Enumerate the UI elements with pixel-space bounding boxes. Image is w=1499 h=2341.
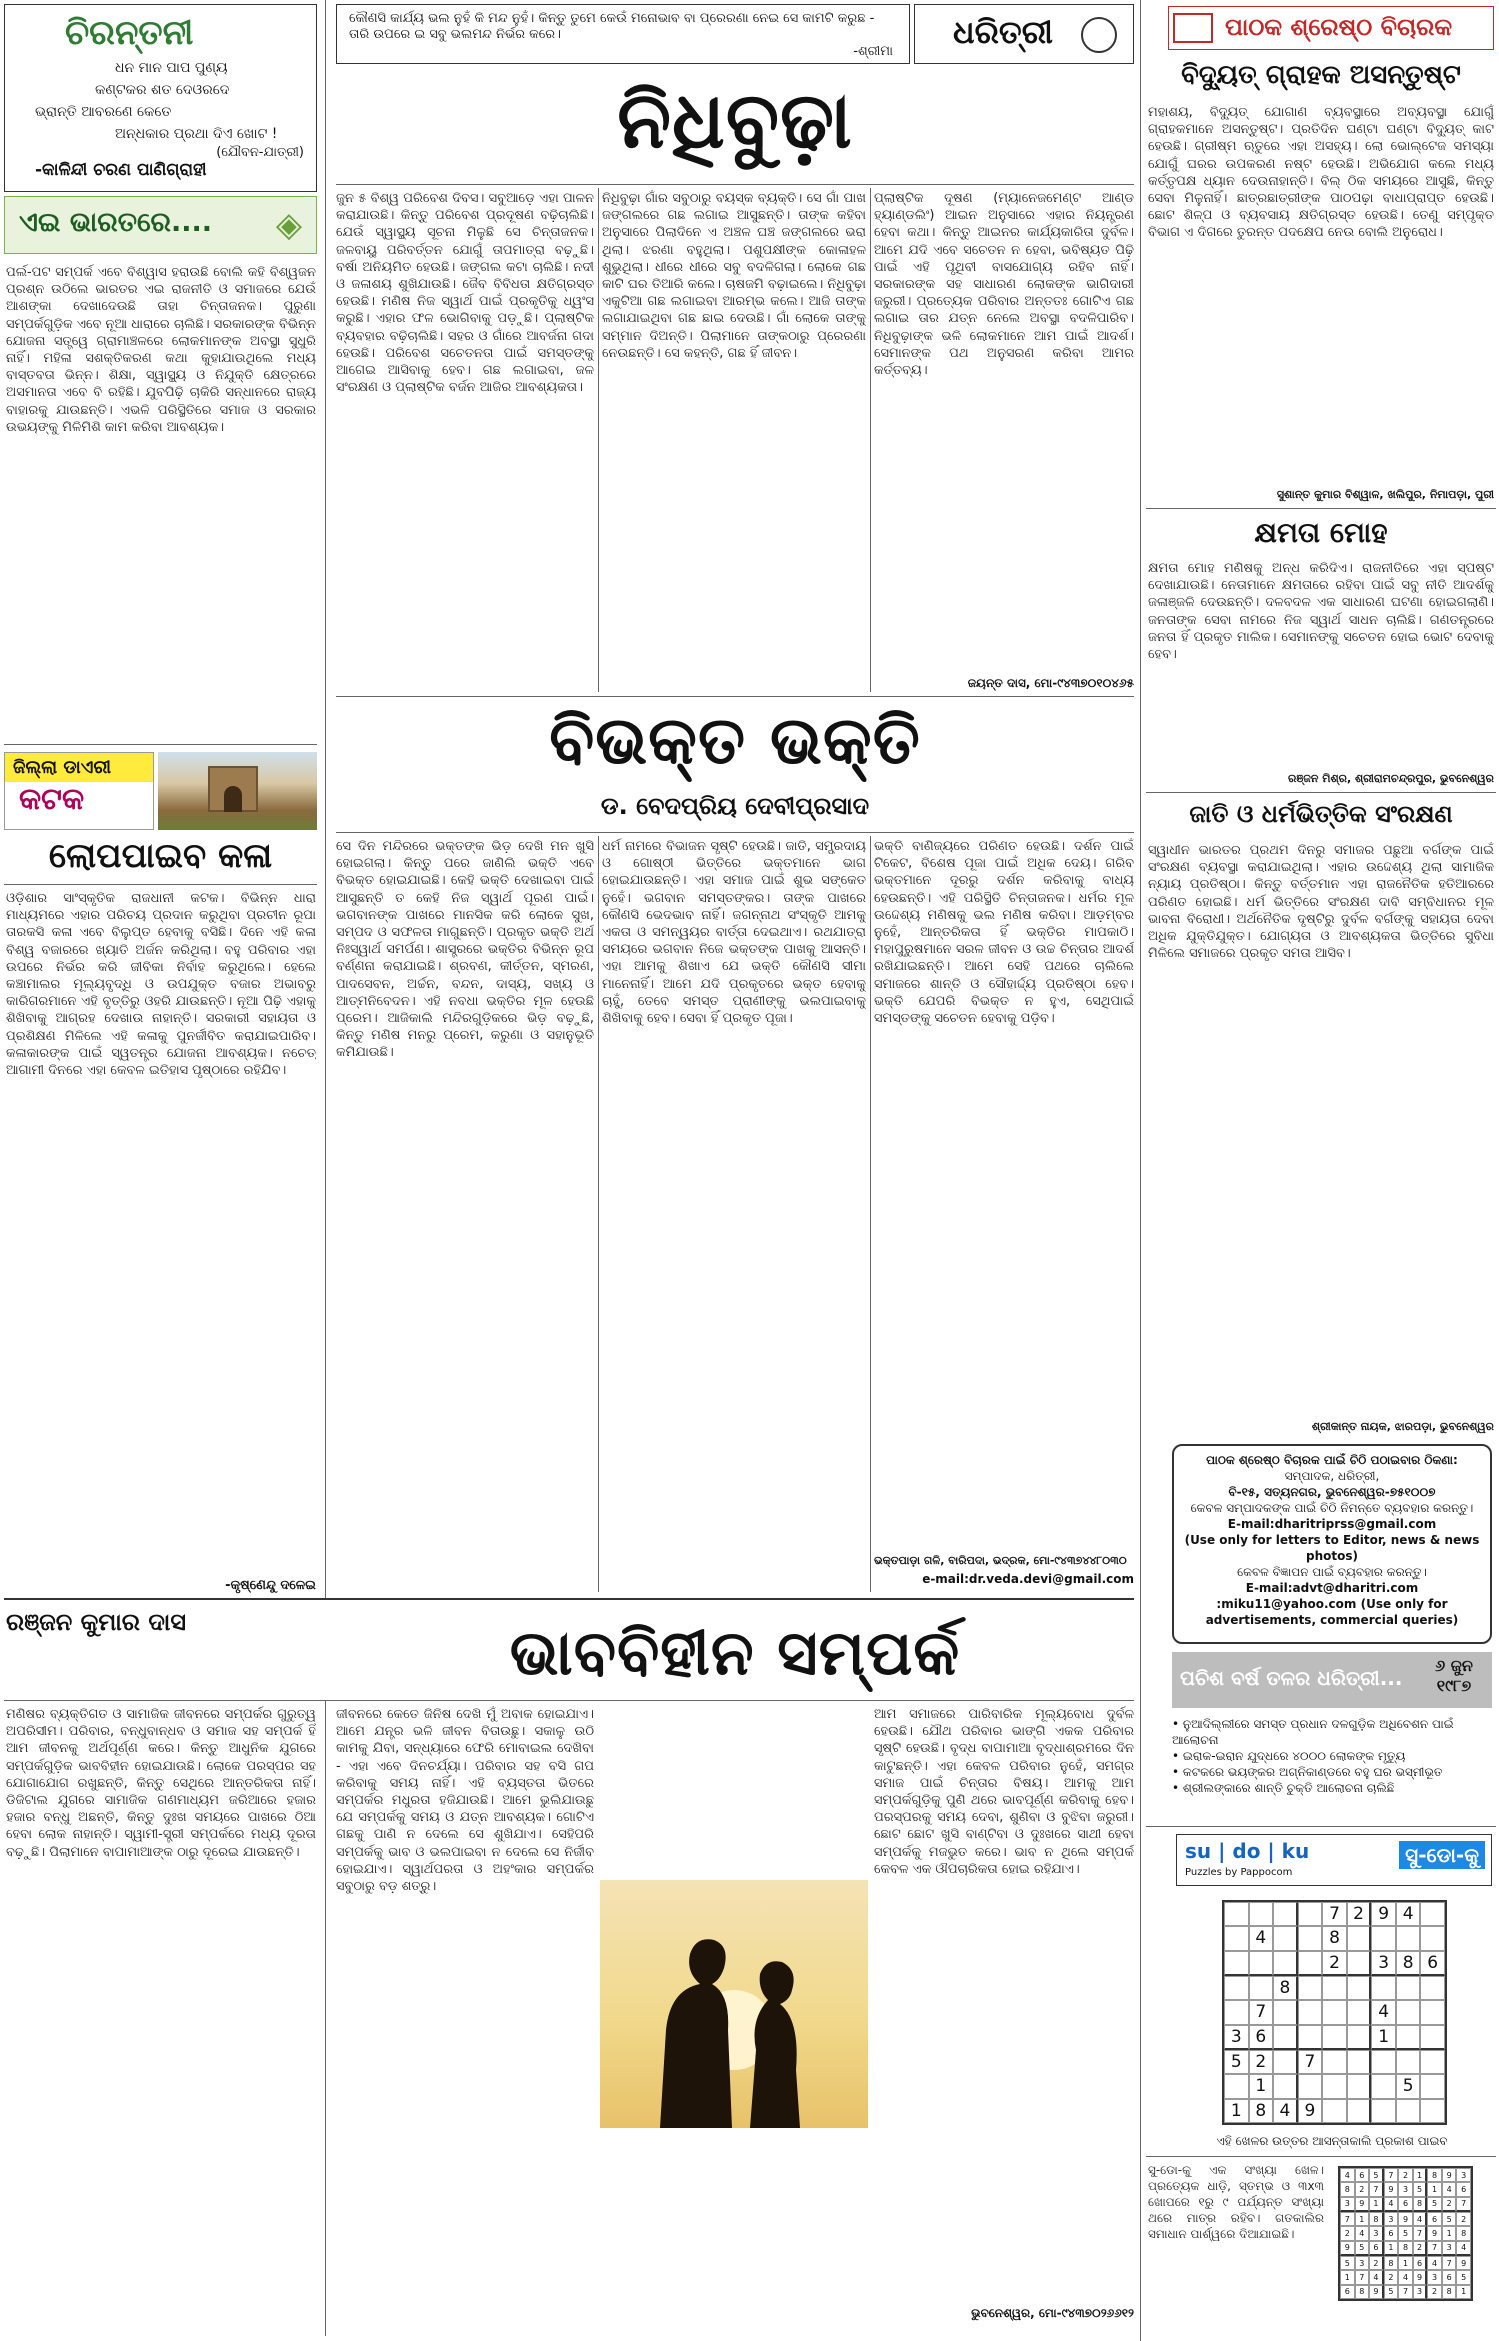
masthead-box: [914, 4, 1134, 64]
article3-signature: ଭୁବନେଶ୍ୱର, ମୋ-୯୪୩୭୦୨୬୬୧୨: [971, 2306, 1134, 2320]
district-diary-label: ଜିଲ୍ଲା ଡାଏରୀ କଟକ: [4, 752, 154, 830]
paper-name: ଧରିତ୍ରୀ: [953, 13, 1053, 51]
sudoku-cell: 5: [1396, 2074, 1421, 2098]
article2-col2: ଧର୍ମ ନାମରେ ବିଭାଜନ ସୃଷ୍ଟି ହେଉଛି। ଜାତି, ସମ୍ପ୍ରଦାୟ ଓ ଗୋଷ୍ଠୀ ଭିତ୍ତିରେ ଭକ୍ତମାନେ ଭାଗ ହୋଇଯାଉଛନ୍ତି। ଏହା ସମାଜ ପାଇଁ ଶୁଭ ସଙ୍କେତ ନୁହେଁ। ଭଗବାନ ସମସ୍ତଙ୍କର। ତାଙ୍କ ପାଖରେ କୌଣସି ଭେଦଭାବ ନାହିଁ। ଜଗନ୍ନାଥ ସଂସ୍କୃତି ଆମକୁ ଏକତା ଓ ସମନ୍ୱୟର ବାର୍ତ୍ତା ଦେଇଥାଏ। ରଥଯାତ୍ରା ସମୟରେ ଭଗବାନ ନିଜେ ଭକ୍ତଙ୍କ ପାଖକୁ ଆସନ୍ତି। ଏହା ଆମକୁ ଶିଖାଏ ଯେ ଭକ୍ତି କୌଣସି ସୀମା ମାନେନାହିଁ। ଆମେ ଯଦି ପ୍ରକୃତରେ ଭକ୍ତ ହେବାକୁ ଚାହୁଁ, ତେବେ ସମସ୍ତ ପ୍ରାଣୀଙ୍କୁ ଭଲପାଇବାକୁ ଶିଖିବାକୁ ହେବ। ସେବା ହିଁ ପ୍ରକୃତ ପୂଜା।: [602, 839, 866, 1027]
sudoku-cell: 5: [1340, 2256, 1355, 2270]
sudoku-cell[interactable]: [1347, 2099, 1372, 2123]
sudoku-cell: 9: [1398, 2212, 1413, 2226]
poem-title: ଚିରନ୍ତନୀ: [65, 13, 194, 53]
sudoku-cell: 4: [1413, 2212, 1428, 2226]
sudoku-cell: 5: [1442, 2212, 1457, 2226]
sudoku-cell[interactable]: [1273, 1951, 1298, 1976]
contact-box: [1172, 1444, 1492, 1644]
sudoku-cell: 8: [1413, 2197, 1428, 2212]
letter1-title: ବିଦ୍ୟୁତ୍ ଗ୍ରାହକ ଅସନ୍ତୁଷ୍ଟ: [1181, 60, 1461, 90]
sudoku-cell: 6: [1456, 2182, 1471, 2196]
poem-author: -କାଳିନ୍ଦୀ ଚରଣ ପାଣିଗ୍ରାହୀ: [35, 160, 207, 180]
sudoku-header: [1176, 1834, 1492, 1886]
contact-line-5: (Use only for letters to Editor, news & news photos): [1184, 1533, 1480, 1563]
sudoku-cell: 3: [1224, 2025, 1249, 2050]
sudoku-cell: 2: [1456, 2212, 1471, 2226]
sudoku-cell: 2: [1249, 2050, 1274, 2074]
sudoku-cell: 1: [1398, 2256, 1413, 2270]
sudoku-cell: 5: [1456, 2270, 1471, 2284]
sudoku-cell: 3: [1371, 1951, 1396, 1976]
sudoku-cell[interactable]: [1298, 2074, 1323, 2098]
archive-item: • ନୁଆଦିଲ୍ଲୀରେ ସମସ୍ତ ପ୍ରଧାନ ଦଳଗୁଡ଼ିକ ଅଧିବେଶନ ପାଇଁ ଆଲୋଚନା: [1172, 1717, 1454, 1747]
sudoku-cell: 8: [1249, 2099, 1274, 2123]
letter3-signature: ଶ୍ରୀକାନ୍ତ ନାୟକ, ଝାରପଡ଼ା, ଭୁବନେଶ୍ୱର: [1311, 1420, 1494, 1433]
sudoku-cell[interactable]: [1298, 1902, 1323, 1926]
sudoku-cell: 2: [1369, 2256, 1384, 2270]
sudoku-cell[interactable]: [1298, 1976, 1323, 2000]
sudoku-cell: 5: [1427, 2197, 1442, 2212]
sudoku-cell: 7: [1340, 2212, 1355, 2226]
sudoku-cell: 5: [1398, 2226, 1413, 2240]
sudoku-cell[interactable]: [1224, 1926, 1249, 1950]
contact-line-6: କେବଳ ବିଜ୍ଞାପନ ପାଇଁ ବ୍ୟବହାର କରନ୍ତୁ।: [1237, 1565, 1427, 1579]
sudoku-cell[interactable]: [1347, 2074, 1372, 2098]
poem-box: [4, 4, 317, 192]
letter3-text: ସ୍ୱାଧୀନ ଭାରତର ପ୍ରଥମ ଦିନରୁ ସମାଜର ପଛୁଆ ବର୍ଗଙ୍କ ପାଇଁ ସଂରକ୍ଷଣ ବ୍ୟବସ୍ଥା କରାଯାଇଥିଲା। ଏହାର ଉଦ୍ଦେଶ୍ୟ ଥିଲା ସାମାଜିକ ନ୍ୟାୟ ପ୍ରତିଷ୍ଠା। କିନ୍ତୁ ବର୍ତ୍ତମାନ ଏହା ରାଜନୈତିକ ହତିଆରରେ ପରିଣତ ହୋଇଛି। ଧର୍ମ ଭିତ୍ତିରେ ସଂରକ୍ଷଣ ଦାବି ସମ୍ବିଧାନର ମୂଳ ଭାବନା ବିରୋଧୀ। ଅର୍ଥନୈତିକ ଦୃଷ୍ଟିରୁ ଦୁର୍ବଳ ବର୍ଗଙ୍କୁ ସହାୟତା ଦେବା ଅଧିକ ଯୁକ୍ତିଯୁକ୍ତ। ଯୋଗ୍ୟତା ଓ ଆବଶ୍ୟକତା ଭିତ୍ତିରେ ସୁବିଧା ମିଳିଲେ ସମାଜରେ ପ୍ରକୃତ ସମତା ଆସିବ।: [1148, 843, 1494, 962]
sudoku-cell: 8: [1427, 2168, 1442, 2182]
sudoku-cell: 5: [1369, 2168, 1384, 2182]
sudoku-cell[interactable]: [1224, 2074, 1249, 2098]
sudoku-cell: 7: [1322, 1902, 1347, 1926]
sudoku-cell: 8: [1340, 2182, 1355, 2196]
sudoku-cell[interactable]: [1420, 2050, 1445, 2074]
sudoku-cell[interactable]: [1322, 2050, 1347, 2074]
sudoku-cell: 5: [1224, 2050, 1249, 2074]
sudoku-cell[interactable]: [1322, 2025, 1347, 2050]
letter2-signature: ରଞ୍ଜନ ମିଶ୍ର, ଶ୍ରୀରାମଚନ୍ଦ୍ରପୁର, ଭୁବନେଶ୍ୱର: [1288, 772, 1494, 785]
sudoku-cell: 7: [1413, 2226, 1428, 2240]
sudoku-cell: 3: [1369, 2226, 1384, 2240]
sudoku-logo: su | do | ku: [1185, 1839, 1310, 1863]
sudoku-cell[interactable]: [1347, 1951, 1372, 1976]
sudoku-cell: 6: [1398, 2197, 1413, 2212]
section1-text: ପର୍ଲ-ପଟ ସମ୍ପର୍କ ଏବେ ବିଶ୍ୱାସ ହରାଉଛି ବୋଲି କହି ବିଶ୍ୱଜନ ପ୍ରଶ୍ନ ଉଠିଲେ ଭାରତର ଏଇ ରାଜନୀତି ଓ ସମାଜରେ ଯେଉଁ ଆଶଙ୍କା ଦେଖାଦେଉଛି ତାହା ଚିନ୍ତାଜନକ। ପୁରୁଣା ସମ୍ପର୍କଗୁଡ଼ିକ ଏବେ ନୂଆ ଧାରାରେ ଚାଲିଛି। ସରକାରଙ୍କ ବିଭିନ୍ନ ଯୋଜନା ସତ୍ତ୍ୱେ ଗ୍ରାମାଞ୍ଚଳରେ ଲୋକମାନଙ୍କ ଅବସ୍ଥା ସୁଧୁରି ନାହିଁ। ମହିଳା ସଶକ୍ତିକରଣ କଥା କୁହାଯାଉଥିଲେ ମଧ୍ୟ ବାସ୍ତବତା ଭିନ୍ନ। ଶିକ୍ଷା, ସ୍ୱାସ୍ଥ୍ୟ ଓ ନିଯୁକ୍ତି କ୍ଷେତ୍ରରେ ଅସମାନତା ଏବେ ବି ରହିଛି। ଯୁବପିଢ଼ି ଚାକିରି ସନ୍ଧାନରେ ରାଜ୍ୟ ବାହାରକୁ ଯାଉଛନ୍ତି। ଏଭଳି ପରିସ୍ଥିତିରେ ସମାଜ ଓ ସରକାର ଉଭୟଙ୍କୁ ମିଳିମିଶି କାମ କରିବା ଆବଶ୍ୟକ।: [6, 265, 316, 435]
sudoku-cell[interactable]: [1273, 2000, 1298, 2024]
letter3-title: ଜାତି ଓ ଧର୍ମଭିତ୍ତିକ ସଂରକ୍ଷଣ: [1189, 800, 1453, 828]
man-silhouette: [660, 1939, 732, 2128]
sudoku-cell: 8: [1273, 1976, 1298, 2000]
sudoku-cell: 7: [1298, 2050, 1323, 2074]
sudoku-cell: 1: [1427, 2182, 1442, 2196]
sudoku-cell[interactable]: [1322, 2000, 1347, 2024]
sudoku-cell: 1: [1456, 2285, 1471, 2299]
sudoku-cell[interactable]: [1347, 2050, 1372, 2074]
article2-col1: ସେ ଦିନ ମନ୍ଦିରରେ ଭକ୍ତଙ୍କ ଭିଡ଼ ଦେଖି ମନ ଖୁସି ହୋଇଗଲା। କିନ୍ତୁ ପରେ ଜାଣିଲି ଭକ୍ତି ଏବେ ବିଭକ୍ତ ହୋଇଯାଇଛି। କେହି ଭକ୍ତି ଦେଖାଇବା ପାଇଁ ଆସୁଛନ୍ତି ତ କେହି ନିଜ ସ୍ୱାର୍ଥ ପୂରଣ ପାଇଁ। ଭଗବାନଙ୍କ ପାଖରେ ମାନସିକ କରି ଲୋକେ ସୁଖ, ସମ୍ପଦ ଓ ସଫଳତା ମାଗୁଛନ୍ତି। ପ୍ରକୃତ ଭକ୍ତି ଅର୍ଥ ନିଃସ୍ୱାର୍ଥ ସମର୍ପଣ। ଶାସ୍ତ୍ରରେ ଭକ୍ତିର ବିଭିନ୍ନ ରୂପ ବର୍ଣ୍ଣନା କରାଯାଇଛି। ଶ୍ରବଣ, କୀର୍ତ୍ତନ, ସ୍ମରଣ, ପାଦସେବନ, ଅର୍ଚ୍ଚନ, ବନ୍ଦନ, ଦାସ୍ୟ, ସଖ୍ୟ ଓ ଆତ୍ମନିବେଦନ। ଏହି ନବଧା ଭକ୍ତିର ମୂଳ ହେଉଛି ପ୍ରେମ। ଆଜିକାଲି ମନ୍ଦିରଗୁଡ଼ିକରେ ଭିଡ଼ ବଢ଼ୁଛି, କିନ୍ତୁ ମଣିଷ ମନରୁ ପ୍ରେମ, କରୁଣା ଓ ସହାନୁଭୂତି କମିଯାଉଛି।: [336, 839, 594, 1061]
sudoku-cell[interactable]: [1371, 2074, 1396, 2098]
poem-line-1: ଧନ ମାନ ପାପ ପୁଣ୍ୟ: [115, 60, 228, 76]
sudoku-cell: 6: [1340, 2285, 1355, 2299]
article3-title: ଭାବବିହୀନ ସମ୍ପର୍କ: [509, 1616, 961, 1689]
sudoku-cell: 9: [1371, 1902, 1396, 1926]
section-banner: [4, 196, 317, 254]
sudoku-cell: 6: [1442, 2270, 1457, 2284]
sudoku-cell: 7: [1384, 2168, 1399, 2182]
woman-silhouette: [750, 1961, 800, 2128]
sudoku-cell: 7: [1355, 2270, 1370, 2284]
sudoku-cell: 1: [1369, 2197, 1384, 2212]
sudoku-cell[interactable]: [1420, 2000, 1445, 2024]
sudoku-cell[interactable]: [1298, 2025, 1323, 2050]
sudoku-cell[interactable]: [1420, 2099, 1445, 2123]
sudoku-cell: 4: [1369, 2270, 1384, 2284]
article3-col1: ମଣିଷର ବ୍ୟକ୍ତିଗତ ଓ ସାମାଜିକ ଜୀବନରେ ସମ୍ପର୍କର ଗୁରୁତ୍ୱ ଅପରିସୀମ। ପରିବାର, ବନ୍ଧୁବାନ୍ଧବ ଓ ସମାଜ ସହ ସମ୍ପର୍କ ହିଁ ଆମ ଜୀବନକୁ ଅର୍ଥପୂର୍ଣ୍ଣ କରେ। କିନ୍ତୁ ଆଧୁନିକ ଯୁଗରେ ସମ୍ପର୍କଗୁଡ଼ିକ ଭାବବିହୀନ ହୋଇଯାଉଛି। ଲୋକେ ପରସ୍ପର ସହ ଯୋଗାଯୋଗ ରଖୁଛନ୍ତି, କିନ୍ତୁ ସେଥିରେ ଆନ୍ତରିକତା ନାହିଁ। ଡିଜିଟାଲ ଯୁଗରେ ସାମାଜିକ ଗଣମାଧ୍ୟମ ଜରିଆରେ ହଜାର ହଜାର ବନ୍ଧୁ ଅଛନ୍ତି, କିନ୍ତୁ ଦୁଃଖ ସମୟରେ ପାଖରେ ଠିଆ ହେବା ଲୋକ ନାହାନ୍ତି। ସ୍ୱାମୀ-ସ୍ତ୍ରୀ ସମ୍ପର୍କରେ ମଧ୍ୟ ଦୂରତା ବଢ଼ୁଛି। ପିଲାମାନେ ବାପାମାଆଙ୍କ ଠାରୁ ଦୂରେଇ ଯାଉଛନ୍ତି।: [6, 1707, 316, 1860]
archive-list: [1172, 1716, 1492, 1796]
sudoku-cell: 4: [1371, 2000, 1396, 2024]
sudoku-cell: 7: [1249, 2000, 1274, 2024]
sudoku-cell: 7: [1456, 2197, 1471, 2212]
sudoku-cell: 4: [1427, 2256, 1442, 2270]
article1-col3: ପ୍ଲାଷ୍ଟିକ ଦୂଷଣ (ମ୍ୟାନେଜମେଣ୍ଟ ଆଣ୍ଡ ହ୍ୟାଣ୍ଡଲିଂ) ଆଇନ ଅନୁସାରେ ଏହାର ନିୟନ୍ତ୍ରଣ ହେବା କଥା। କିନ୍ତୁ ଆଇନର କାର୍ଯ୍ୟକାରିତା ଦୁର୍ବଳ। ଆମେ ଯଦି ଏବେ ସଚେତନ ନ ହେବା, ଭବିଷ୍ୟତ ପିଢ଼ି ପାଇଁ ଏହି ପୃଥିବୀ ବାସଯୋଗ୍ୟ ରହିବ ନାହିଁ। ସରକାରଙ୍କ ସହ ସାଧାରଣ ଲୋକଙ୍କ ଭାଗିଦାରୀ ଜରୁରୀ। ପ୍ରତ୍ୟେକ ପରିବାର ଅନ୍ତତଃ ଗୋଟିଏ ଗଛ ଲଗାଇ ତାର ଯତ୍ନ ନେଲେ ଅବସ୍ଥା ବଦଳିପାରିବ। ନିଧିବୁଢ଼ାଙ୍କ ଭଳି ଲୋକମାନେ ଆମ ପାଇଁ ଆଦର୍ଶ। ସେମାନଙ୍କ ପଥ ଅନୁସରଣ କରିବା ଆମର କର୍ତ୍ତବ୍ୟ।: [874, 191, 1134, 379]
sudoku-cell[interactable]: [1273, 2050, 1298, 2074]
sudoku-cell[interactable]: [1298, 2000, 1323, 2024]
poem-line-4: ଅନ୍ଧକାର ପ୍ରଥା ଦିଏ ଖୋଟ !: [115, 126, 278, 142]
article2-col3: ଭକ୍ତି ବାଣିଜ୍ୟରେ ପରିଣତ ହେଉଛି। ଦର୍ଶନ ପାଇଁ ଟିକେଟ, ବିଶେଷ ପୂଜା ପାଇଁ ଅଧିକ ଦେୟ। ଗରିବ ଭକ୍ତମାନେ ଦୂରରୁ ଦର୍ଶନ କରିବାକୁ ବାଧ୍ୟ ହେଉଛନ୍ତି। ଏହି ପରିସ୍ଥିତି ଚିନ୍ତାଜନକ। ଧର୍ମର ମୂଳ ଉଦ୍ଦେଶ୍ୟ ମଣିଷକୁ ଭଲ ମଣିଷ କରିବା। ଆଡ଼ମ୍ବର ନୁହେଁ, ଆନ୍ତରିକତା ହିଁ ଭକ୍ତିର ମାପକାଠି। ମହାପୁରୁଷମାନେ ସରଳ ଜୀବନ ଓ ଉଚ୍ଚ ଚିନ୍ତାର ଆଦର୍ଶ ରଖିଯାଇଛନ୍ତି। ଆମେ ସେହି ପଥରେ ଚାଲିଲେ ସମାଜରେ ଶାନ୍ତି ଓ ସୌହାର୍ଦ୍ଦ୍ୟ ପ୍ରତିଷ୍ଠା ହେବ। ଭକ୍ତି ଯେପରି ବିଭକ୍ତ ନ ହୁଏ, ସେଥିପାଇଁ ସମସ୍ତଙ୍କୁ ସଚେତନ ହେବାକୁ ପଡ଼ିବ।: [874, 839, 1134, 1027]
sudoku-cell: 6: [1384, 2226, 1399, 2240]
section1-title: ଏଇ ଭାରତରେ....: [19, 207, 212, 238]
poem-source: (ଯୌବନ-ଯାତ୍ରୀ): [216, 145, 304, 160]
sudoku-cell: 2: [1322, 1951, 1347, 1976]
sudoku-cell: 1: [1340, 2270, 1355, 2284]
sudoku-cell[interactable]: [1396, 1926, 1421, 1950]
reader-section-banner: [1168, 6, 1494, 50]
sudoku-cell[interactable]: [1322, 2099, 1347, 2123]
sudoku-cell: 2: [1384, 2270, 1399, 2284]
chakra-logo-icon: [1081, 17, 1117, 53]
sudoku-cell: 9: [1369, 2285, 1384, 2299]
sudoku-cell: 6: [1355, 2168, 1370, 2182]
quote-author: -ଶ୍ରୀମା: [853, 44, 893, 59]
sudoku-cell: 7: [1398, 2285, 1413, 2299]
sudoku-cell: 1: [1355, 2212, 1370, 2226]
section3-signature: -କୃଷ୍ଣେନ୍ଦୁ ଦଳେଇ: [225, 1578, 316, 1593]
sudoku-cell: 8: [1355, 2285, 1370, 2299]
sudoku-cell: 1: [1442, 2226, 1457, 2240]
sudoku-cell[interactable]: [1371, 1976, 1396, 2000]
sudoku-cell: 4: [1398, 2270, 1413, 2284]
sudoku-cell[interactable]: [1347, 1976, 1372, 2000]
sudoku-cell[interactable]: [1273, 1902, 1298, 1926]
sudoku-cell[interactable]: [1298, 1951, 1323, 1976]
sudoku-cell[interactable]: [1396, 2025, 1421, 2050]
sudoku-cell[interactable]: [1347, 1926, 1372, 1950]
sudoku-cell: 4: [1384, 2197, 1399, 2212]
sudoku-cell: 2: [1442, 2197, 1457, 2212]
sudoku-cell: 8: [1398, 2241, 1413, 2256]
sudoku-cell: 9: [1298, 2099, 1323, 2123]
section3-text: ଓଡ଼ିଶାର ସାଂସ୍କୃତିକ ରାଜଧାନୀ କଟକ। ବିଭିନ୍ନ ଧାରା ମାଧ୍ୟମରେ ଏହାର ପରିଚୟ ପ୍ରଦାନ କରୁଥିବା ପ୍ରଚୀନ ରୂପା ତାରକସି କଳା ଏବେ ବିଲୁପ୍ତ ହେବାକୁ ବସିଛି। ଦିନେ ଏହି କଳା ବିଶ୍ୱ ବଜାରରେ ଖ୍ୟାତି ଅର୍ଜନ କରିଥିଲା। ବହୁ ପରିବାର ଏହା ଉପରେ ନିର୍ଭର କରି ଜୀବିକା ନିର୍ବାହ କରୁଥିଲେ। ହେଲେ କଞ୍ଚାମାଲର ମୂଲ୍ୟବୃଦ୍ଧି ଓ ଉପଯୁକ୍ତ ବଜାର ଅଭାବରୁ କାରିଗରମାନେ ଏହି ବୃତ୍ତିରୁ ଓହରି ଯାଉଛନ୍ତି। ନୂଆ ପିଢ଼ି ଏହାକୁ ଶିଖିବାକୁ ଆଗ୍ରହ ଦେଖାଉ ନାହାନ୍ତି। ସରକାରୀ ସହାୟତା ଓ ପ୍ରଶିକ୍ଷଣ ମିଳିଲେ ଏହି କଳାକୁ ପୁନର୍ଜୀବିତ କରାଯାଇପାରିବ। କଳାକାରଙ୍କ ପାଇଁ ସ୍ୱତନ୍ତ୍ର ଯୋଜନା ଆବଶ୍ୟକ। ନଚେତ୍ ଆଗାମୀ ଦିନରେ ଏହା କେବଳ ଇତିହାସ ପୃଷ୍ଠାରେ ରହିଯିବ।: [6, 891, 316, 1079]
article1-col1: ଜୁନ ୫ ବିଶ୍ୱ ପରିବେଶ ଦିବସ। ସବୁଆଡ଼େ ଏହା ପାଳନ କରାଯାଉଛି। କିନ୍ତୁ ପରିବେଶ ପ୍ରଦୂଷଣ ବଢ଼ିଚାଲିଛି। ଯେଉଁ ସ୍ୱାସ୍ଥ୍ୟ ସୂଚନା ମିଳୁଛି ସେ ଚିନ୍ତାଜନକ। ଜଳବାୟୁ ପରିବର୍ତ୍ତନ ଯୋଗୁଁ ତାପମାତ୍ରା ବଢ଼ୁଛି। ବର୍ଷା ଅନିୟମିତ ହେଉଛି। ଜଙ୍ଗଲ କଟା ଚାଲିଛି। ନଦୀ ଓ ଜଳାଶୟ ଶୁଖିଯାଉଛି। ଜୈବ ବିବିଧତା କ୍ଷତିଗ୍ରସ୍ତ ହେଉଛି। ମଣିଷ ନିଜ ସ୍ୱାର୍ଥ ପାଇଁ ପ୍ରକୃତିକୁ ଧ୍ୱଂସ କରୁଛି। ଏହାର ଫଳ ଭୋଗିବାକୁ ପଡ଼ୁଛି। ପ୍ଲାଷ୍ଟିକ ବ୍ୟବହାର ବଢ଼ିଚାଲିଛି। ସହର ଓ ଗାଁରେ ଆବର୍ଜନା ଗଦା ହେଉଛି। ପରିବେଶ ସଚେତନତା ପାଇଁ ସମସ୍ତଙ୍କୁ ଆଗେଇ ଆସିବାକୁ ହେବ। ଗଛ ଲଗାଇବା, ଜଳ ସଂରକ୍ଷଣ ଓ ପ୍ଲାଷ୍ଟିକ ବର୍ଜନ ଆଜିର ଆବଶ୍ୟକତା।: [336, 191, 594, 396]
sudoku-cell: 6: [1369, 2241, 1384, 2256]
archive-item: • ଇରାକ-ଇରାନ ଯୁଦ୍ଧରେ ୪୦୦୦ ଲୋକଙ୍କ ମୃତ୍ୟୁ: [1172, 1749, 1406, 1763]
sudoku-cell: 1: [1249, 2074, 1274, 2098]
sudoku-cell: 8: [1384, 2256, 1399, 2270]
sudoku-cell[interactable]: [1396, 1976, 1421, 2000]
sudoku-cell[interactable]: [1249, 1951, 1274, 1976]
article3-col2: ଜୀବନରେ କେତେ ଜିନିଷ ଦେଖି ମୁଁ ଅବାକ ହୋଇଯାଏ। ଆମେ ଯନ୍ତ୍ର ଭଳି ଜୀବନ ବିତାଉଛୁ। ସକାଳୁ ଉଠି କାମକୁ ଯିବା, ସନ୍ଧ୍ୟାରେ ଫେରି ମୋବାଇଲ ଦେଖିବା - ଏହା ଏବେ ଦିନଚର୍ଯ୍ୟା। ପରିବାର ସହ ବସି ଗପ କରିବାକୁ ସମୟ ନାହିଁ। ଏହି ବ୍ୟସ୍ତତା ଭିତରେ ସମ୍ପର୍କର ମଧୁରତା ହଜିଯାଉଛି। ଆମେ ଭୁଲିଯାଉଛୁ ଯେ ସମ୍ପର୍କକୁ ସମୟ ଓ ଯତ୍ନ ଆବଶ୍ୟକ। ଗୋଟିଏ ଗଛକୁ ପାଣି ନ ଦେଲେ ସେ ଶୁଖିଯାଏ। ସେହିପରି ସମ୍ପର୍କକୁ ଭାବ ଓ ଭଲପାଇବା ନ ଦେଲେ ସେ ନିର୍ଜୀବ ହୋଇଯାଏ। ସ୍ୱାର୍ଥପରତା ଓ ଅହଂକାର ସମ୍ପର୍କର ସବୁଠାରୁ ବଡ଼ ଶତ୍ରୁ।: [336, 1707, 594, 1895]
sudoku-cell: 6: [1427, 2212, 1442, 2226]
sudoku-cell: 5: [1355, 2241, 1370, 2256]
sudoku-cell: 4: [1456, 2241, 1471, 2256]
sudoku-cell: 1: [1413, 2168, 1428, 2182]
article1-title: ନିଧିବୁଢ଼ା: [617, 76, 853, 166]
sudoku-cell[interactable]: [1273, 1926, 1298, 1950]
sudoku-cell: 4: [1340, 2168, 1355, 2182]
sudoku-cell: 3: [1442, 2241, 1457, 2256]
sudoku-cell: 3: [1413, 2285, 1428, 2299]
sudoku-cell: 3: [1384, 2212, 1399, 2226]
letter2-text: କ୍ଷମତା ମୋହ ମଣିଷକୁ ଅନ୍ଧ କରିଦିଏ। ରାଜନୀତିରେ ଏହା ସ୍ପଷ୍ଟ ଦେଖାଯାଉଛି। ନେତାମାନେ କ୍ଷମତାରେ ରହିବା ପାଇଁ ସବୁ ନୀତି ଆଦର୍ଶକୁ ଜଳାଞ୍ଜଳି ଦେଉଛନ୍ତି। ଦଳବଦଳ ଏକ ସାଧାରଣ ଘଟଣା ହୋଇଗଲାଣି। ଜନତାଙ୍କ ସେବା ନାମରେ ନିଜ ସ୍ୱାର୍ଥ ସାଧନ ଚାଲିଛି। ଗଣତନ୍ତ୍ରରେ ଜନତା ହିଁ ପ୍ରକୃତ ମାଲିକ। ସେମାନଙ୍କୁ ସଚେତନ ହୋଇ ଭୋଟ ଦେବାକୁ ହେବ।: [1148, 561, 1494, 663]
letter2-title: କ୍ଷମତା ମୋହ: [1254, 516, 1388, 549]
article2-email[interactable]: e-mail:dr.veda.devi@gmail.com: [922, 1572, 1134, 1586]
sudoku-cell: 9: [1413, 2270, 1428, 2284]
sudoku-cell[interactable]: [1371, 2050, 1396, 2074]
sudoku-cell: 3: [1456, 2168, 1471, 2182]
article2-address: ଭକ୍ତପାଡ଼ା ଗଳି, ବାରିପଦା, ଭଦ୍ରକ, ମୋ-୯୪୩୭୪୪୮୦୩୦: [874, 1554, 1127, 1567]
sudoku-cell: 4: [1273, 2099, 1298, 2123]
sudoku-cell: 9: [1456, 2256, 1471, 2270]
archive-banner: [1172, 1652, 1492, 1708]
section3-title: ଲୋପପାଇବ କଳା: [48, 836, 273, 876]
couple-silhouette-photo: [600, 1880, 868, 2128]
sudoku-solution-grid: [1338, 2166, 1473, 2301]
article1-signature: ଜୟନ୍ତ ଦାସ, ମୋ-୯୪୩୭୦୧୦୪୬୫: [967, 676, 1134, 690]
sudoku-cell: 4: [1355, 2226, 1370, 2240]
sudoku-cell[interactable]: [1273, 2025, 1298, 2050]
sudoku-cell: 4: [1396, 1902, 1421, 1926]
sudoku-grid: [1222, 1900, 1447, 2125]
sudoku-cell: 9: [1340, 2241, 1355, 2256]
sudoku-cell[interactable]: [1347, 2000, 1372, 2024]
sudoku-cell: 2: [1398, 2168, 1413, 2182]
quote-box: [336, 4, 910, 64]
sudoku-cell: 5: [1384, 2285, 1399, 2299]
sudoku-cell: 9: [1355, 2197, 1370, 2212]
contact-intro: ପାଠକ ଶ୍ରେଷ୍ଠ ବିଚାରକ ପାଇଁ ଚିଠି ପଠାଇବାର ଠିକଣା:: [1206, 1453, 1458, 1467]
sudoku-cell[interactable]: [1224, 1951, 1249, 1976]
district-photo: [158, 752, 317, 830]
sudoku-cell: 2: [1355, 2182, 1370, 2196]
article3-byline: ରଞ୍ଜନ କୁମାର ଦାସ: [6, 1608, 186, 1636]
sudoku-cell: 6: [1249, 2025, 1274, 2050]
india-map-icon: ◈: [275, 205, 302, 245]
sudoku-cell: 8: [1322, 1926, 1347, 1950]
sudoku-cell: 3: [1427, 2270, 1442, 2284]
archive-label: ପଚିଶ ବର୍ଷ ତଳର ଧରିତ୍ରୀ...: [1180, 1666, 1403, 1690]
sudoku-cell[interactable]: [1420, 2025, 1445, 2050]
advt-email-link[interactable]: E-mail:advt@dharitri.com: [1245, 1581, 1419, 1595]
district-place: କଟକ: [19, 782, 85, 817]
sudoku-cell: 4: [1249, 1926, 1274, 1950]
sudoku-cell[interactable]: [1224, 1902, 1249, 1926]
sudoku-cell: 2: [1427, 2285, 1442, 2299]
sudoku-cell: 3: [1398, 2182, 1413, 2196]
editor-email-link[interactable]: E-mail:dharitriprss@gmail.com: [1227, 1517, 1437, 1531]
sudoku-rules: ସୁ-ଡୋ-କୁ ଏକ ସଂଖ୍ୟା ଖେଳ। ପ୍ରତ୍ୟେକ ଧାଡ଼ି, ସ୍ତମ୍ଭ ଓ ୩x୩ ଖୋପରେ ୧ରୁ ୯ ପର୍ଯ୍ୟନ୍ତ ସଂଖ୍ୟା ଥରେ ମାତ୍ର ରହିବ। ଗତକାଲିର ସମାଧାନ ପାର୍ଶ୍ୱରେ ଦିଆଯାଇଛି।: [1148, 2163, 1324, 2241]
silhouette-graphic: [600, 1880, 868, 2128]
sudoku-cell: 6: [1413, 2256, 1428, 2270]
sudoku-cell: 2: [1413, 2241, 1428, 2256]
contact-line-1: ସମ୍ପାଦକ, ଧରିତ୍ରୀ,: [1284, 1469, 1380, 1483]
sudoku-cell: 6: [1420, 1951, 1445, 1976]
sudoku-cell[interactable]: [1273, 2074, 1298, 2098]
envelope-icon: [1173, 13, 1213, 43]
sudoku-cell[interactable]: [1347, 2025, 1372, 2050]
sudoku-cell[interactable]: [1396, 2050, 1421, 2074]
sudoku-cell[interactable]: [1371, 2099, 1396, 2123]
sudoku-cell[interactable]: [1298, 1926, 1323, 1950]
sudoku-cell: 8: [1456, 2226, 1471, 2240]
reader-section-label: ପାଠକ ଶ୍ରେଷ୍ଠ ବିଚାରକ: [1225, 13, 1453, 41]
sudoku-cell[interactable]: [1420, 1926, 1445, 1950]
article3-col3: ଆମ ସମାଜରେ ପାରିବାରିକ ମୂଲ୍ୟବୋଧ ଦୁର୍ବଳ ହେଉଛି। ଯୌଥ ପରିବାର ଭାଙ୍ଗି ଏକକ ପରିବାର ସୃଷ୍ଟି ହେଉଛି। ବୃଦ୍ଧ ବାପାମାଆ ବୃଦ୍ଧାଶ୍ରମରେ ଦିନ କାଟୁଛନ୍ତି। ଏହା କେବଳ ପରିବାର ନୁହେଁ, ସମଗ୍ର ସମାଜ ପାଇଁ ଚିନ୍ତାର ବିଷୟ। ଆମକୁ ଆମ ସମ୍ପର୍କଗୁଡ଼ିକୁ ପୁଣି ଥରେ ଭାବପୂର୍ଣ୍ଣ କରିବାକୁ ହେବ। ପରସ୍ପରକୁ ସମୟ ଦେବା, ଶୁଣିବା ଓ ବୁଝିବା ଜରୁରୀ। ଛୋଟ ଛୋଟ ଖୁସି ବାଣ୍ଟିବା ଓ ଦୁଃଖରେ ସାଥୀ ହେବା ସମ୍ପର୍କକୁ ମଜଭୁତ କରେ। ଭାବ ନ ଥିଲେ ସମ୍ପର୍କ କେବଳ ଏକ ଔପଚାରିକତା ହୋଇ ରହିଯାଏ।: [874, 1707, 1134, 1877]
article2-title: ବିଭକ୍ତ ଭକ୍ତି: [549, 702, 921, 779]
letter1-signature: ସୁଶାନ୍ତ କୁମାର ବିଶ୍ୱାଳ, ଖଲିପୁର, ନିମାପଡ଼ା, ପୁରୀ: [1276, 488, 1494, 501]
archive-date: ୬ ଜୁନ ୧୯୮୭: [1435, 1656, 1473, 1695]
sudoku-cell: 9: [1384, 2182, 1399, 2196]
sudoku-cell: 9: [1442, 2168, 1457, 2182]
sudoku-cell: 7: [1442, 2256, 1457, 2270]
sudoku-cell: 4: [1442, 2182, 1457, 2196]
sudoku-cell: 7: [1427, 2241, 1442, 2256]
sudoku-note: ଏହି ଖେଳର ଉତ୍ତର ଆସନ୍ତାକାଲି ପ୍ରକାଶ ପାଇବ: [1216, 2134, 1448, 2148]
sudoku-cell[interactable]: [1420, 2074, 1445, 2098]
sudoku-cell[interactable]: [1371, 1926, 1396, 1950]
sudoku-cell: 1: [1371, 2025, 1396, 2050]
contact-line-8: :miku11@yahoo.com (Use only for advertisements, commercial queries): [1205, 1597, 1459, 1627]
sudoku-cell: 2: [1340, 2226, 1355, 2240]
sudoku-cell: 8: [1369, 2212, 1384, 2226]
sudoku-cell: 9: [1427, 2226, 1442, 2240]
sudoku-cell[interactable]: [1249, 1976, 1274, 2000]
sudoku-cell: 8: [1396, 1951, 1421, 1976]
sudoku-cell[interactable]: [1249, 1902, 1274, 1926]
sudoku-cell: 2: [1347, 1902, 1372, 1926]
sudoku-cell: 1: [1384, 2241, 1399, 2256]
poem-line-2: କଣ୍ଟକର ଶତ ଦେଓରଦେ: [95, 82, 230, 98]
sudoku-cell[interactable]: [1322, 2074, 1347, 2098]
sudoku-cell[interactable]: [1224, 2000, 1249, 2024]
article1-col2: ନିଧିବୁଢ଼ା ଗାଁର ସବୁଠାରୁ ବୟସ୍କ ବ୍ୟକ୍ତି। ସେ ଗାଁ ପାଖ ଜଙ୍ଗଲରେ ଗଛ ଲଗାଇ ଆସୁଛନ୍ତି। ତାଙ୍କ କହିବା ଅନୁସାରେ ପିଲାଦିନେ ଏ ଅଞ୍ଚଳ ଘଞ୍ଚ ଜଙ୍ଗଲରେ ଭରା ଥିଲା। ଝରଣା ବହୁଥିଲା। ପଶୁପକ୍ଷୀଙ୍କ କୋଳାହଳ ଶୁଭୁଥିଲା। ଧୀରେ ଧୀରେ ସବୁ ବଦଳିଗଲା। ଲୋକେ ଗଛ କାଟି ଘର ତିଆରି କଲେ। ଚାଷଜମି ବଢ଼ାଇଲେ। ନିଧିବୁଢ଼ା ଏକୁଟିଆ ଗଛ ଲଗାଇବା ଆରମ୍ଭ କଲେ। ଆଜି ତାଙ୍କ ଲଗାଯାଇଥିବା ଗଛ ଛାଇ ଦେଉଛି। ଗାଁ ଲୋକେ ତାଙ୍କୁ ସମ୍ମାନ ଦିଅନ୍ତି। ପିଲାମାନେ ତାଙ୍କଠାରୁ ପ୍ରେରଣା ନେଉଛନ୍ତି। ସେ କହନ୍ତି, ଗଛ ହିଁ ଜୀବନ।: [602, 191, 866, 361]
sudoku-cell: 5: [1413, 2182, 1428, 2196]
letter1-text: ମହାଶୟ, ବିଦ୍ୟୁତ୍ ଯୋଗାଣ ବ୍ୟବସ୍ଥାରେ ଅବ୍ୟବସ୍ଥା ଯୋଗୁଁ ଗ୍ରାହକମାନେ ଅସନ୍ତୁଷ୍ଟ। ପ୍ରତିଦିନ ଘଣ୍ଟା ଘଣ୍ଟା ବିଦ୍ୟୁତ୍ କାଟ ହେଉଛି। ଗ୍ରୀଷ୍ମ ଋତୁରେ ଏହା ଅସହ୍ୟ। ଲୋ ଭୋଲ୍ଟେଜ ସମସ୍ୟା ଯୋଗୁଁ ଘରର ଉପକରଣ ନଷ୍ଟ ହେଉଛି। ଅଭିଯୋଗ କଲେ ମଧ୍ୟ କର୍ତ୍ତୃପକ୍ଷ ଧ୍ୟାନ ଦେଉନାହାନ୍ତି। ବିଲ୍ ଠିକ ସମୟରେ ଆସୁଛି, କିନ୍ତୁ ସେବା ମିଳୁନାହିଁ। ଛାତ୍ରଛାତ୍ରୀଙ୍କ ପାଠପଢ଼ା ବାଧାପ୍ରାପ୍ତ ହେଉଛି। ଛୋଟ ଶିଳ୍ପ ଓ ବ୍ୟବସାୟ କ୍ଷତିଗ୍ରସ୍ତ ହେଉଛି। ତେଣୁ ସମ୍ପୃକ୍ତ ବିଭାଗ ଏ ଦିଗରେ ତୁରନ୍ତ ପଦକ୍ଷେପ ନେଉ ବୋଲି ଅନୁରୋଧ।: [1148, 105, 1494, 241]
sudoku-label: ସୁ-ଡୋ-କୁ: [1399, 1841, 1485, 1869]
sudoku-cell[interactable]: [1396, 2000, 1421, 2024]
article2-author: ଡ. ବେଦପ୍ରିୟ ଦେବୀପ୍ରସାଦ: [600, 792, 870, 820]
sudoku-cell: 8: [1442, 2285, 1457, 2299]
sudoku-credit: Puzzles by Pappocom: [1185, 1867, 1293, 1878]
contact-line-2: ବି-୧୫, ସତ୍ୟନଗର, ଭୁବନେଶ୍ୱର-୭୫୧୦୦୭: [1228, 1485, 1436, 1499]
sudoku-cell: 3: [1340, 2197, 1355, 2212]
sudoku-cell[interactable]: [1224, 1976, 1249, 2000]
quote-text: କୌଣସି କାର୍ଯ୍ୟ ଭଲ ନୁହଁ କି ମନ୍ଦ ନୁହଁ। କିନ୍ତୁ ତୁମେ କେଉଁ ମନୋଭାବ ବା ପ୍ରେରଣା ନେଇ ସେ କାମଟି କରୁଛ - ତାରି ଉପରେ ଇ ସବୁ ଭଲମନ୍ଦ ନିର୍ଭର କରେ।: [349, 11, 875, 42]
sudoku-cell: 7: [1369, 2182, 1384, 2196]
sudoku-cell[interactable]: [1396, 2099, 1421, 2123]
archive-item: • କଟକରେ ଭୟଙ୍କର ଅଗ୍ନିକାଣ୍ଡରେ ବହୁ ଘର ଭସ୍ମୀଭୂତ: [1172, 1765, 1443, 1779]
contact-line-3: କେବଳ ସମ୍ପାଦକଙ୍କ ପାଇଁ ଚିଠି ନିମନ୍ତେ ବ୍ୟବହାର କରନ୍ତୁ।: [1190, 1501, 1474, 1515]
sudoku-cell[interactable]: [1322, 1976, 1347, 2000]
sudoku-cell: 1: [1224, 2099, 1249, 2123]
sudoku-cell: 3: [1355, 2256, 1370, 2270]
poem-line-3: ଭ୍ରାନ୍ତି ଆବରଣେ କେତେ: [35, 104, 172, 120]
sudoku-cell[interactable]: [1420, 1976, 1445, 2000]
archive-item: • ଶ୍ରୀଲଙ୍କାରେ ଶାନ୍ତି ଚୁକ୍ତି ଆଲୋଚନା ଚାଲିଛି: [1172, 1781, 1395, 1795]
sudoku-cell[interactable]: [1420, 1902, 1445, 1926]
